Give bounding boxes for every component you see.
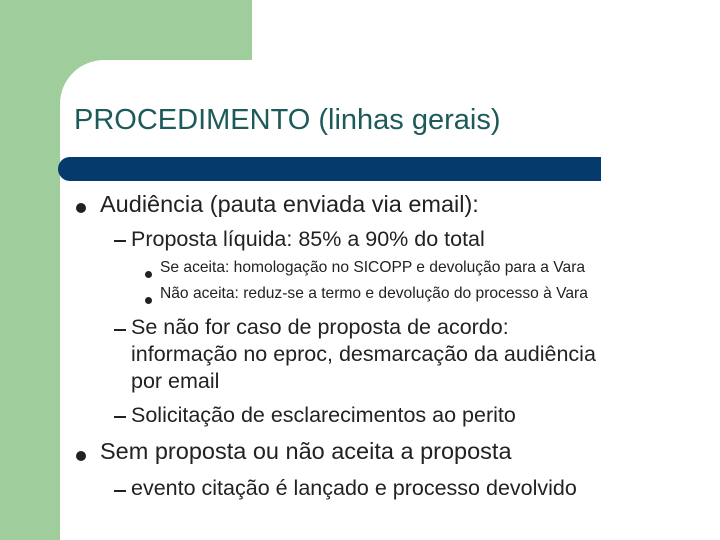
dash-icon — [114, 490, 126, 492]
subitem-solicitacao-perito: Solicitação de esclarecimentos ao perito — [131, 403, 516, 427]
slide-title: PROCEDIMENTO (linhas gerais) — [74, 104, 501, 136]
subitem-proposta-liquida: Proposta líquida: 85% a 90% do total — [131, 227, 485, 251]
bullet-dot-icon — [76, 448, 86, 466]
bullet-dot-icon — [145, 291, 152, 309]
dash-icon — [114, 416, 126, 418]
subitem-sem-acordo-line-3: por email — [131, 369, 220, 393]
dash-icon — [114, 329, 126, 331]
bullet-item-audiencia: Audiência (pauta enviada via email): — [100, 191, 479, 217]
bullet-dot-icon — [145, 265, 152, 283]
title-underline-bar — [58, 157, 601, 181]
subitem-se-aceita: Se aceita: homologação no SICOPP e devolução para a Vara — [160, 259, 586, 276]
subitem-sem-acordo-line-2: informação no eproc, desmarcação da audiência — [131, 342, 596, 366]
bullet-item-sem-proposta: Sem proposta ou não aceita a proposta — [100, 438, 512, 464]
subitem-nao-aceita: Não aceita: reduz-se a termo e devolução do processo à Vara — [160, 285, 588, 302]
subitem-sem-acordo-line-1: Se não for caso de proposta de acordo: — [131, 315, 509, 339]
subitem-evento-citacao: evento citação é lançado e processo devolvido — [131, 476, 577, 500]
dash-icon — [114, 240, 126, 242]
bullet-dot-icon — [76, 200, 86, 218]
green-accent-left — [0, 0, 60, 540]
